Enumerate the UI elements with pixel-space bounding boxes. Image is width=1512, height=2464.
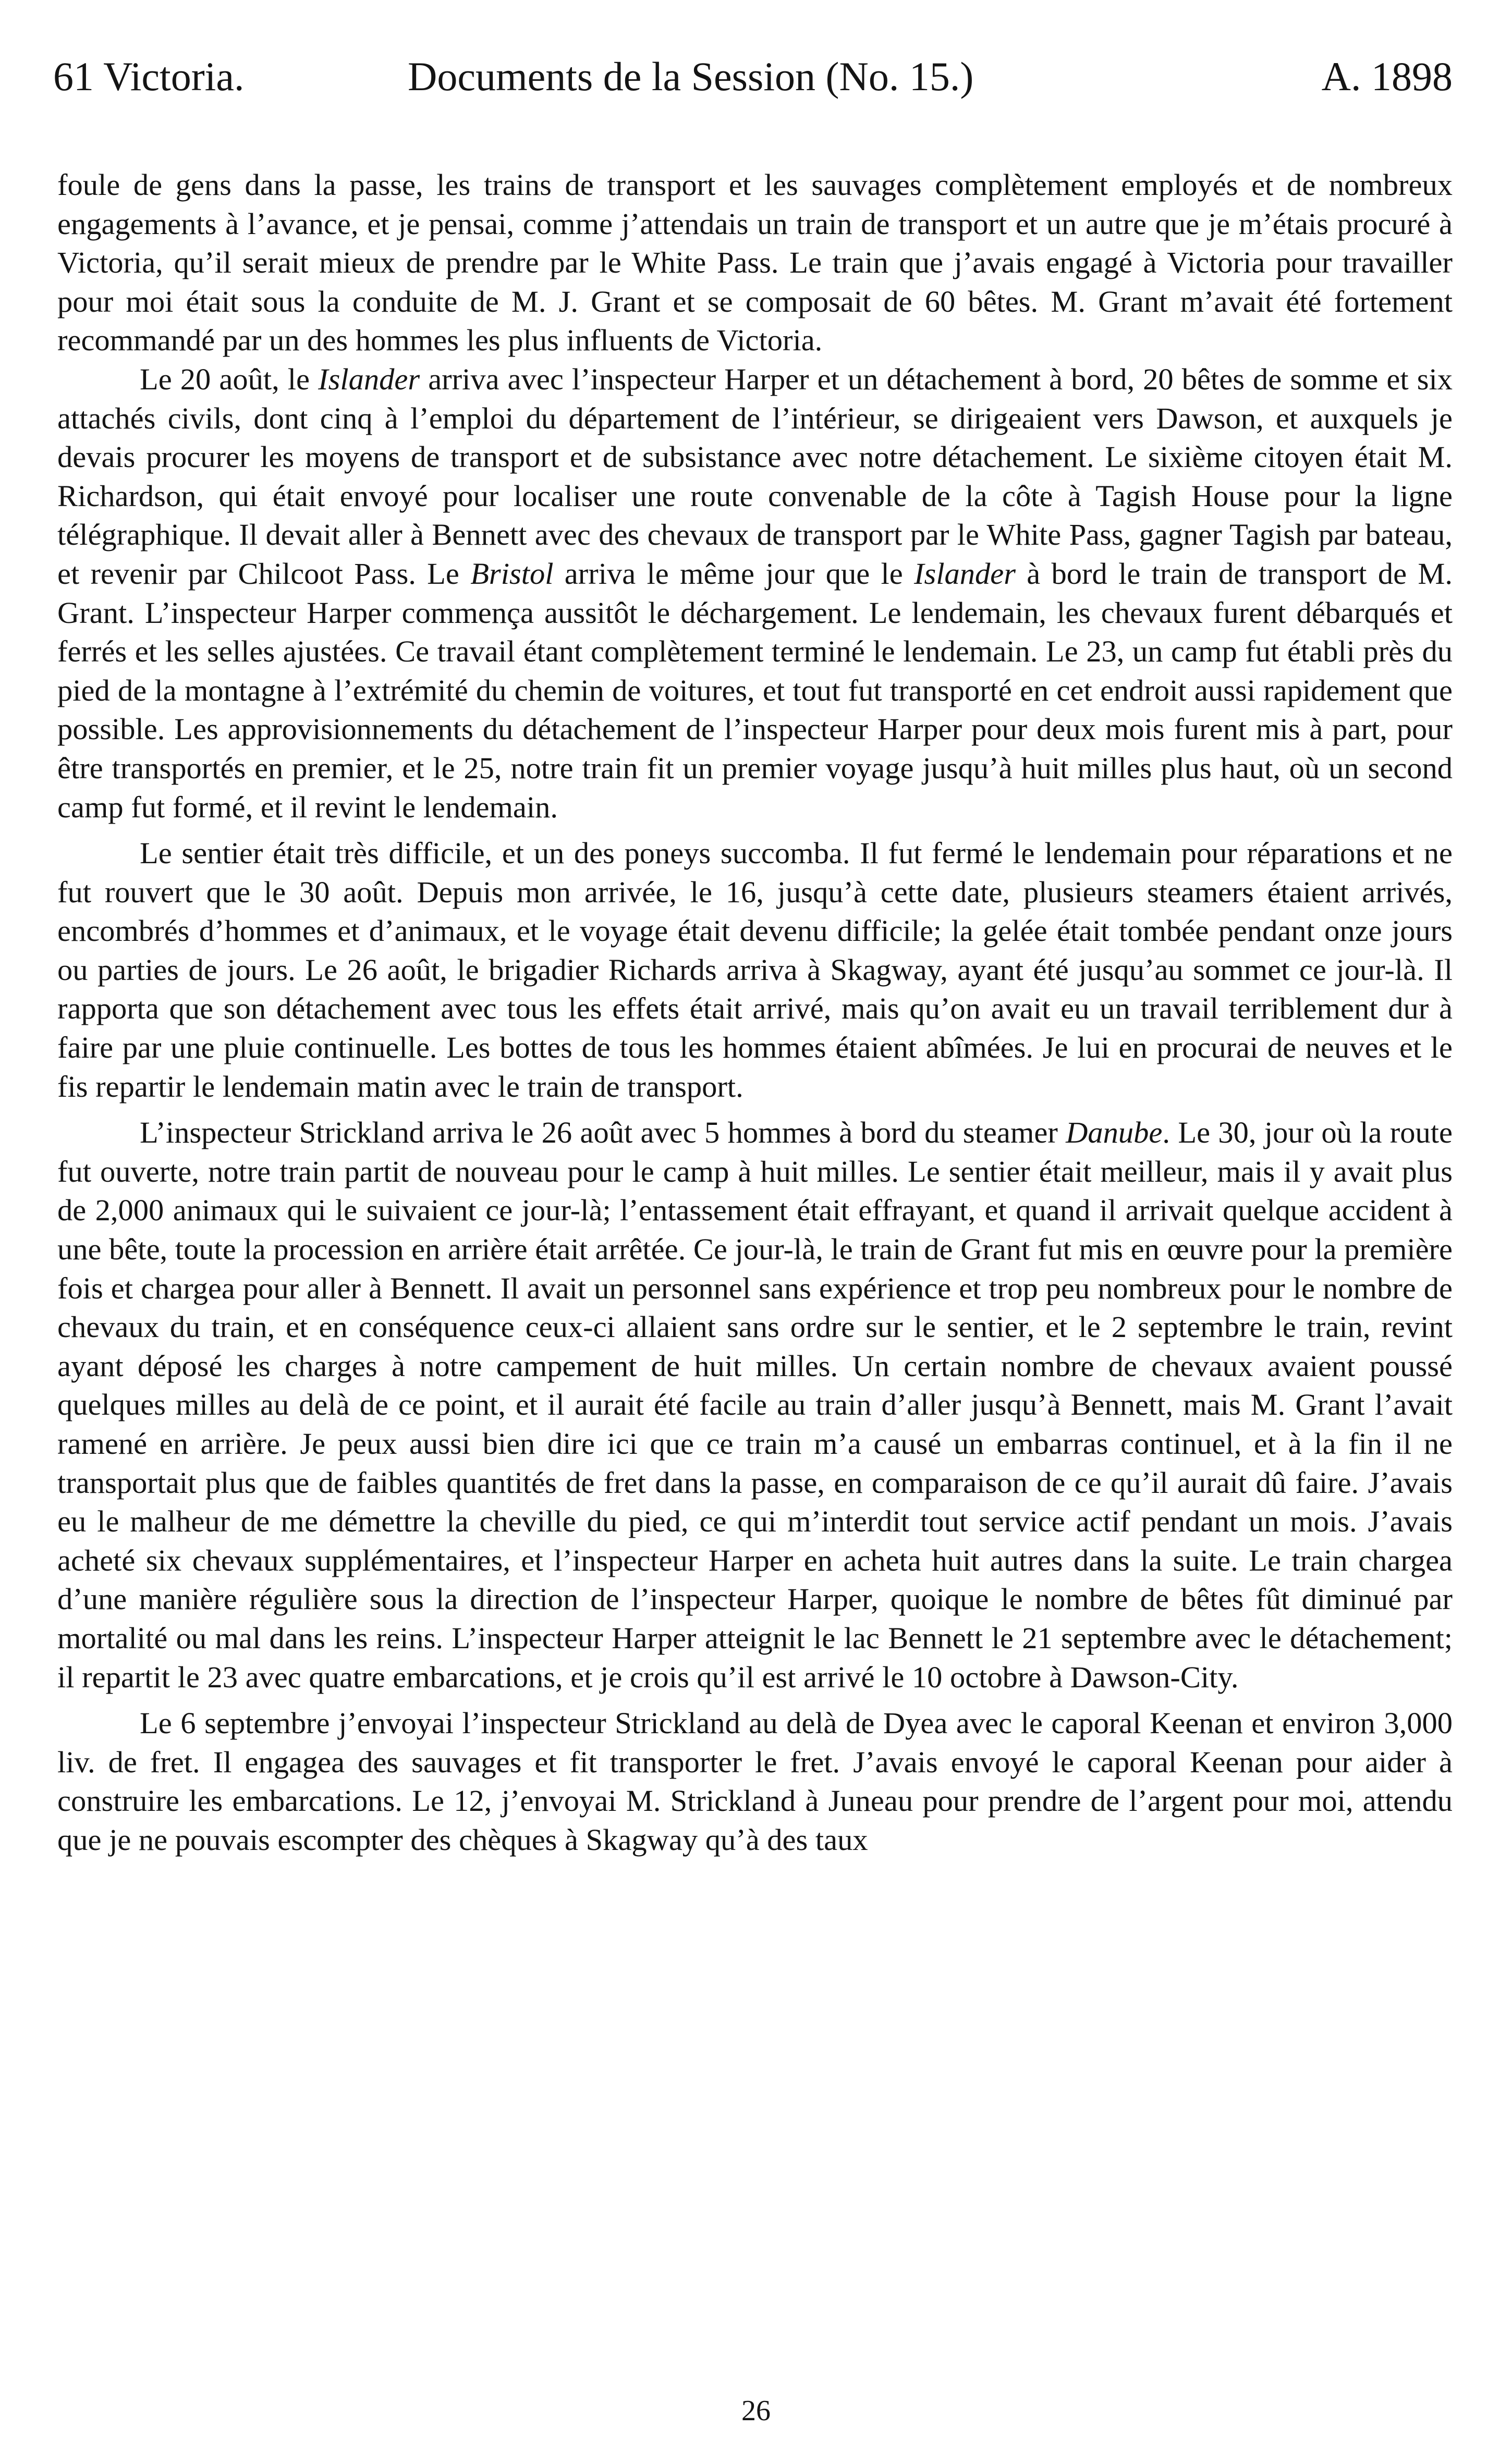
header-title: Documents de la Session (No. 15.): [408, 54, 974, 99]
running-header: [53, 48, 1453, 105]
ship-name-danube: Danube: [1066, 1115, 1163, 1150]
paragraph-3: Le sentier était très difficile, et un des poneys succomba. Il fut fermé le lendemain pour réparations et ne fut rouvert que le 30 août. Depuis mon arrivée, le 16, jusqu’à cette date, plusieurs steamers étaient arrivés, encombrés d’hommes et d’animaux, et le voyage était devenu difficile; la gelée était tombée pendant onze jours ou parties de jours. Le 26 août, le brigadier Richards arriva à Skagway, ayant été jusqu’au sommet ce jour-là. Il rapporta que son détachement avec tous les effets était arrivé, mais qu’on avait eu un travail terriblement dur à faire par une pluie continuelle. Les bottes de tous les hommes étaient abîmées. Je lui en procurai de neuves et le fis repartir le lendemain matin avec le train de transport.: [57, 836, 1453, 1104]
paragraph-2-text-a: Le 20 août, le: [140, 362, 319, 396]
paragraph-4-text-b: . Le 30, jour où la route fut ouverte, notre train partit de nouveau pour le camp à huit milles. Le sentier était meilleur, mais il y avait plus de 2,000 animaux qui le suivaient ce jour-là; l’entassement était effrayant, et quand il arrivait quelque accident à une bête, toute la procession en arrière était arrêtée. Ce jour-là, le train de Grant fut mis en œuvre pour la première fois et chargea pour aller à Bennett. Il avait un personnel sans expérience et trop peu nombreux pour le nombre de chevaux du train, et en conséquence ceux-ci allaient sans ordre sur le sentier, et le 2 septembre le train, revint ayant déposé les charges à notre campement de huit milles. Un certain nombre de chevaux avaient poussé quelques milles au delà de ce point, et il aurait été facile au train d’aller jusqu’à Bennett, mais M. Grant l’avait ramené en arrière. Je peux aussi bien dire ici que ce train m’a causé un embarras continuel, et à la fin il ne transportait plus que de faibles quantités de fret dans la passe, en comparaison de ce qu’il aurait dû faire. J’avais eu le malheur de me démettre la cheville du pied, ce qui m’interdit tout service actif pendant un mois. J’avais acheté six chevaux supplémentaires, et l’inspecteur Harper en acheta huit autres dans la suite. Le train chargea d’une manière régulière sous la direction de l’inspecteur Harper, quoique le nombre de bêtes fût diminué par mortalité ou mal dans les reins. L’inspecteur Harper atteignit le lac Bennett le 21 septembre avec le détachement; il repartit le 23 avec quatre embarcations, et je crois qu’il est arrivé le 10 octobre à Dawson-City.: [57, 1115, 1453, 1694]
ship-name-islander-2: Islander: [914, 556, 1016, 591]
body-text: [57, 166, 1453, 1860]
paragraph-4: [57, 1113, 1453, 1697]
paragraph-2-text-b: arriva avec l’inspecteur Harper et un détachement à bord, 20 bêtes de somme et six attachés civils, dont cinq à l’emploi du département de l’intérieur, se dirigeaient vers Dawson, et auxquels je devais procurer les moyens de transport et de subsistance avec notre détachement. Le sixième citoyen était M. Richardson, qui était envoyé pour localiser une route convenable de la côte à Tagish House pour la ligne télégraphique. Il devait aller à Bennett avec des chevaux de transport par le White Pass, gagner Tagish par bateau, et revenir par Chilcoot Pass. Le: [57, 362, 1453, 591]
paragraph-2: [57, 360, 1453, 827]
paragraph-4-text-a: L’inspecteur Strickland arriva le 26 août avec 5 hommes à bord du steamer: [140, 1115, 1066, 1150]
paragraph-2-text-d: à bord le train de transport de M. Grant. L’inspecteur Harper commença aussitôt le déchargement. Le lendemain, les chevaux furent débarqués et ferrés et les selles ajustées. Ce travail étant complètement terminé le lendemain. Le 23, un camp fut établi près du pied de la montagne à l’extrémité du chemin de voitures, et tout fut transporté en cet endroit aussi rapidement que possible. Les approvisionnements du détachement de l’inspecteur Harper pour deux mois furent mis à part, pour être transportés en premier, et le 25, notre train fit un premier voyage jusqu’à huit milles plus haut, où un second camp fut formé, et il revint le lendemain.: [57, 556, 1453, 824]
paragraph-5: Le 6 septembre j’envoyai l’inspecteur Strickland au delà de Dyea avec le caporal Keenan et environ 3,000 liv. de fret. Il engagea des sauvages et fit transporter le fret. J’avais envoyé le caporal Keenan pour aider à construire les embarcations. Le 12, j’envoyai M. Strickland à Juneau pour prendre de l’argent pour moi, attendu que je ne pouvais escompter des chèques à Skagway qu’à des taux: [57, 1706, 1453, 1857]
paragraph-2-text-c: arriva le même jour que le: [553, 556, 914, 591]
header-year: 61 Victoria.: [53, 54, 245, 99]
page-number: 26: [741, 2395, 771, 2427]
ship-name-bristol: Bristol: [470, 556, 554, 591]
header-session: A. 1898: [1321, 54, 1453, 99]
paragraph-1: foule de gens dans la passe, les trains de transport et les sauvages complètement employés et de nombreux engagements à l’avance, et je pensai, comme j’attendais un train de transport et un autre que je m’étais procuré à Victoria, qu’il serait mieux de prendre par le White Pass. Le train que j’avais engagé à Victoria pour travailler pour moi était sous la conduite de M. J. Grant et se composait de 60 bêtes. M. Grant m’avait été fortement recommandé par un des hommes les plus influents de Victoria.: [57, 168, 1453, 358]
ship-name-islander: Islander: [318, 362, 420, 396]
